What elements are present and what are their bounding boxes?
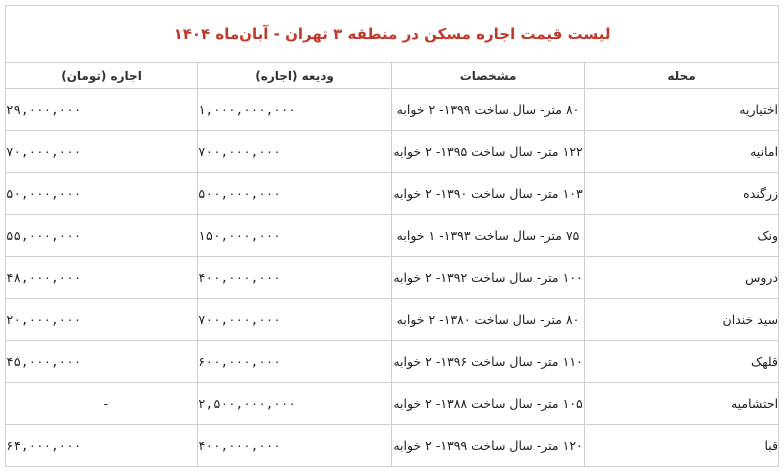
spec-cell: ۱۲۲ متر- سال ساخت ۱۳۹۵- ۲ خوابه bbox=[392, 131, 585, 173]
table-title: لیست قیمت اجاره مسکن در منطقه ۳ تهران - آبان‌ماه ۱۴۰۴ bbox=[6, 6, 779, 63]
table-row bbox=[6, 89, 779, 131]
table-row bbox=[6, 173, 779, 215]
deposit-cell: ۱۵۰,۰۰۰,۰۰۰ bbox=[198, 215, 392, 257]
area-cell: امانیه bbox=[585, 131, 779, 173]
rent-cell: ۵۰,۰۰۰,۰۰۰ bbox=[6, 173, 198, 215]
area-cell: احتشامیه bbox=[585, 383, 779, 425]
header-spec: مشخصات bbox=[392, 63, 585, 89]
rent-price-sheet bbox=[5, 5, 778, 469]
rent-cell: ۶۴,۰۰۰,۰۰۰ bbox=[6, 425, 198, 467]
spec-cell: ۱۲۰ متر- سال ساخت ۱۳۹۹- ۲ خوابه bbox=[392, 425, 585, 467]
area-cell: زرگنده bbox=[585, 173, 779, 215]
deposit-cell: ۲,۵۰۰,۰۰۰,۰۰۰ bbox=[198, 383, 392, 425]
area-cell: اختیاریه bbox=[585, 89, 779, 131]
rent-cell: ۵۵,۰۰۰,۰۰۰ bbox=[6, 215, 198, 257]
rent-cell: ۴۵,۰۰۰,۰۰۰ bbox=[6, 341, 198, 383]
header-rent: اجاره (تومان) bbox=[6, 63, 198, 89]
header-row bbox=[6, 63, 779, 89]
header-area: محله bbox=[585, 63, 779, 89]
deposit-cell: ۶۰۰,۰۰۰,۰۰۰ bbox=[198, 341, 392, 383]
spec-cell: ۱۰۳ متر- سال ساخت ۱۳۹۰- ۲ خوابه bbox=[392, 173, 585, 215]
spec-cell: ۱۱۰ متر- سال ساخت ۱۳۹۶- ۲ خوابه bbox=[392, 341, 585, 383]
area-cell: قبا bbox=[585, 425, 779, 467]
deposit-cell: ۱,۰۰۰,۰۰۰,۰۰۰ bbox=[198, 89, 392, 131]
deposit-cell: ۴۰۰,۰۰۰,۰۰۰ bbox=[198, 425, 392, 467]
spec-cell: ۸۰ متر- سال ساخت ۱۳۹۹- ۲ خوابه bbox=[392, 89, 585, 131]
deposit-cell: ۷۰۰,۰۰۰,۰۰۰ bbox=[198, 299, 392, 341]
area-cell: سید خندان bbox=[585, 299, 779, 341]
rent-price-table bbox=[5, 5, 779, 467]
rent-cell: ۲۰,۰۰۰,۰۰۰ bbox=[6, 299, 198, 341]
spec-cell: ۱۰۰ متر- سال ساخت ۱۳۹۲- ۲ خوابه bbox=[392, 257, 585, 299]
table-row bbox=[6, 383, 779, 425]
table-row bbox=[6, 425, 779, 467]
area-cell: ونک bbox=[585, 215, 779, 257]
deposit-cell: ۷۰۰,۰۰۰,۰۰۰ bbox=[198, 131, 392, 173]
rent-cell: ۲۹,۰۰۰,۰۰۰ bbox=[6, 89, 198, 131]
spec-cell: ۷۵ متر- سال ساخت ۱۳۹۳- ۱ خوابه bbox=[392, 215, 585, 257]
deposit-cell: ۴۰۰,۰۰۰,۰۰۰ bbox=[198, 257, 392, 299]
table-row bbox=[6, 341, 779, 383]
table-row bbox=[6, 299, 779, 341]
header-deposit: ودیعه (اجاره) bbox=[198, 63, 392, 89]
area-cell: قلهک bbox=[585, 341, 779, 383]
rent-cell: - bbox=[6, 383, 198, 425]
area-cell: دروس bbox=[585, 257, 779, 299]
table-row bbox=[6, 215, 779, 257]
spec-cell: ۱۰۵ متر- سال ساخت ۱۳۸۸- ۲ خوابه bbox=[392, 383, 585, 425]
table-row bbox=[6, 131, 779, 173]
rent-cell: ۴۸,۰۰۰,۰۰۰ bbox=[6, 257, 198, 299]
title-row bbox=[6, 6, 779, 63]
rent-cell: ۷۰,۰۰۰,۰۰۰ bbox=[6, 131, 198, 173]
deposit-cell: ۵۰۰,۰۰۰,۰۰۰ bbox=[198, 173, 392, 215]
table-row bbox=[6, 257, 779, 299]
spec-cell: ۸۰ متر- سال ساخت ۱۳۸۰- ۲ خوابه bbox=[392, 299, 585, 341]
